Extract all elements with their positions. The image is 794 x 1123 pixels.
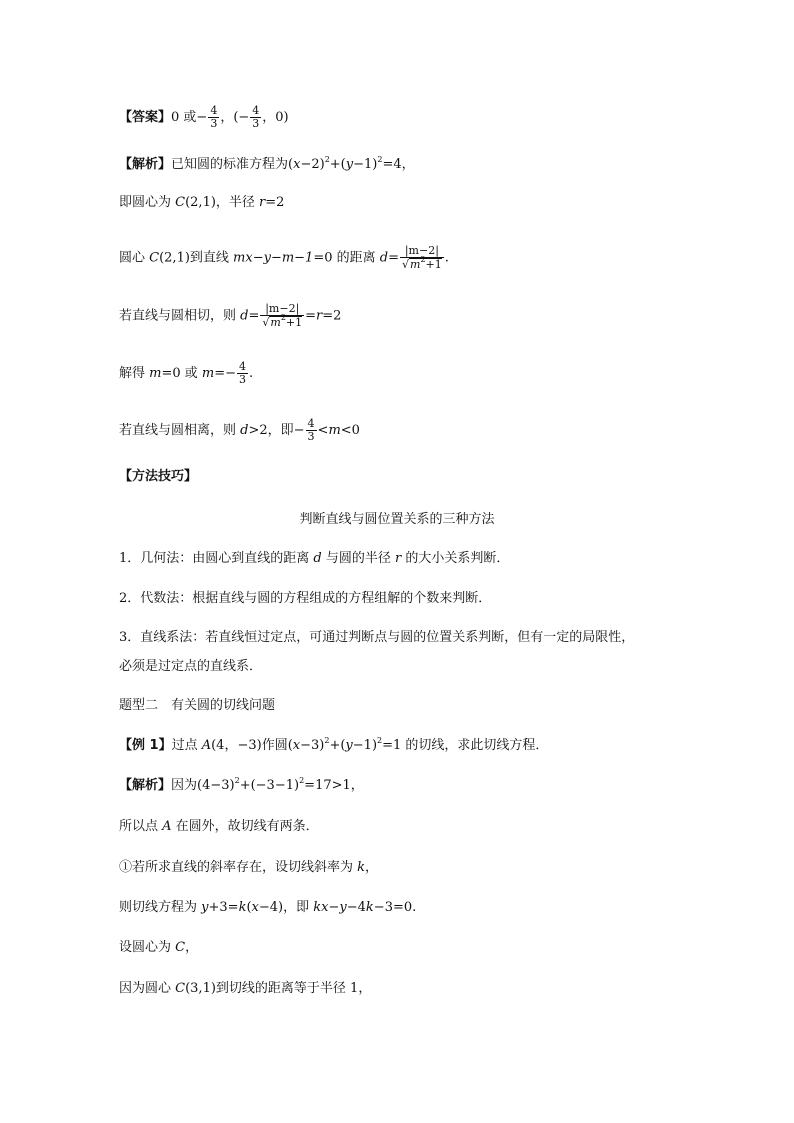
center-line: 即圆心为 C(2,1)，半径 r=2 [119,195,285,210]
example-1: 【例 1】过点 A(4，−3)作圆$(x-3)^2+(y-1)^2=1$ 的切线，求此切线方程． [119,736,549,753]
solution-2: ①若所求直线的斜率存在，设切线斜率为 k， [119,860,379,875]
method-title: 判断直线与圆位置关系的三种方法 [299,512,495,527]
fraction: $\frac{4}{3}$ [252,104,260,130]
fraction: $\frac{4}{3}$ [307,417,315,443]
solution-3: 则切线方程为 y+3=k(x−4)，即 kx−y−4k−3=0. [119,900,417,915]
distance-line: 圆心 C(2,1)到直线 mx−y−m−1=0 的距离 d= $\frac{|m-2|}{√m^2+1}$ . [119,244,449,271]
solution-line: 【解析】因为$(4-3)^2+(-3-1)^2=17>1$， [119,776,364,793]
method-2: 2．代数法：根据直线与圆的方程组成的方程组解的个数来判断． [119,591,492,606]
fraction: $\frac{4}{3}$ [210,104,218,130]
answer-tag: 【答案】 [119,110,172,125]
solution-5: 因为圆心 C(3,1)到切线的距离等于半径 1， [119,981,372,996]
apart-line: 若直线与圆相离，则 d>2，即− $\frac{4}{3}$ <m<0 [119,417,360,443]
method-1: 1．几何法：由圆心到直线的距离 d 与圆的半径 r 的大小关系判断． [119,551,510,566]
analysis-line: 【解析】已知圆的标准方程为$(x-2)^2+(y-1)^2=4$， [119,155,415,172]
solution-1: 所以点 A 在圆外，故切线有两条． [119,819,319,834]
method-tag: 【方法技巧】 [119,469,198,484]
answer-line: 【答案】0 或− $\frac{4}{3}$ ，(− $\frac{4}{3}$ ，0) [119,104,289,130]
method-3b: 必须是过定点的直线系． [119,659,263,674]
fraction: $\frac{|m-2|}{√m^2+1}$ [402,244,442,271]
method-3a: 3．直线系法：若直线恒过定点，可通过判断点与圆的位置关系判断，但有一定的局限性， [119,630,635,645]
fraction: $\frac{|m-2|}{√m^2+1}$ [262,302,303,329]
analysis-tag: 【解析】 [119,157,172,172]
solve-line: 解得 m=0 或 m=− $\frac{4}{3}$ . [119,360,254,386]
fraction: $\frac{4}{3}$ [239,360,247,386]
tangent-line: 若直线与圆相切，则 d= $\frac{|m-2|}{√m^2+1}$ =r=2 [119,302,342,329]
solution-4: 设圆心为 C， [119,940,199,955]
type2-heading: 题型二 有关圆的切线问题 [119,698,276,713]
